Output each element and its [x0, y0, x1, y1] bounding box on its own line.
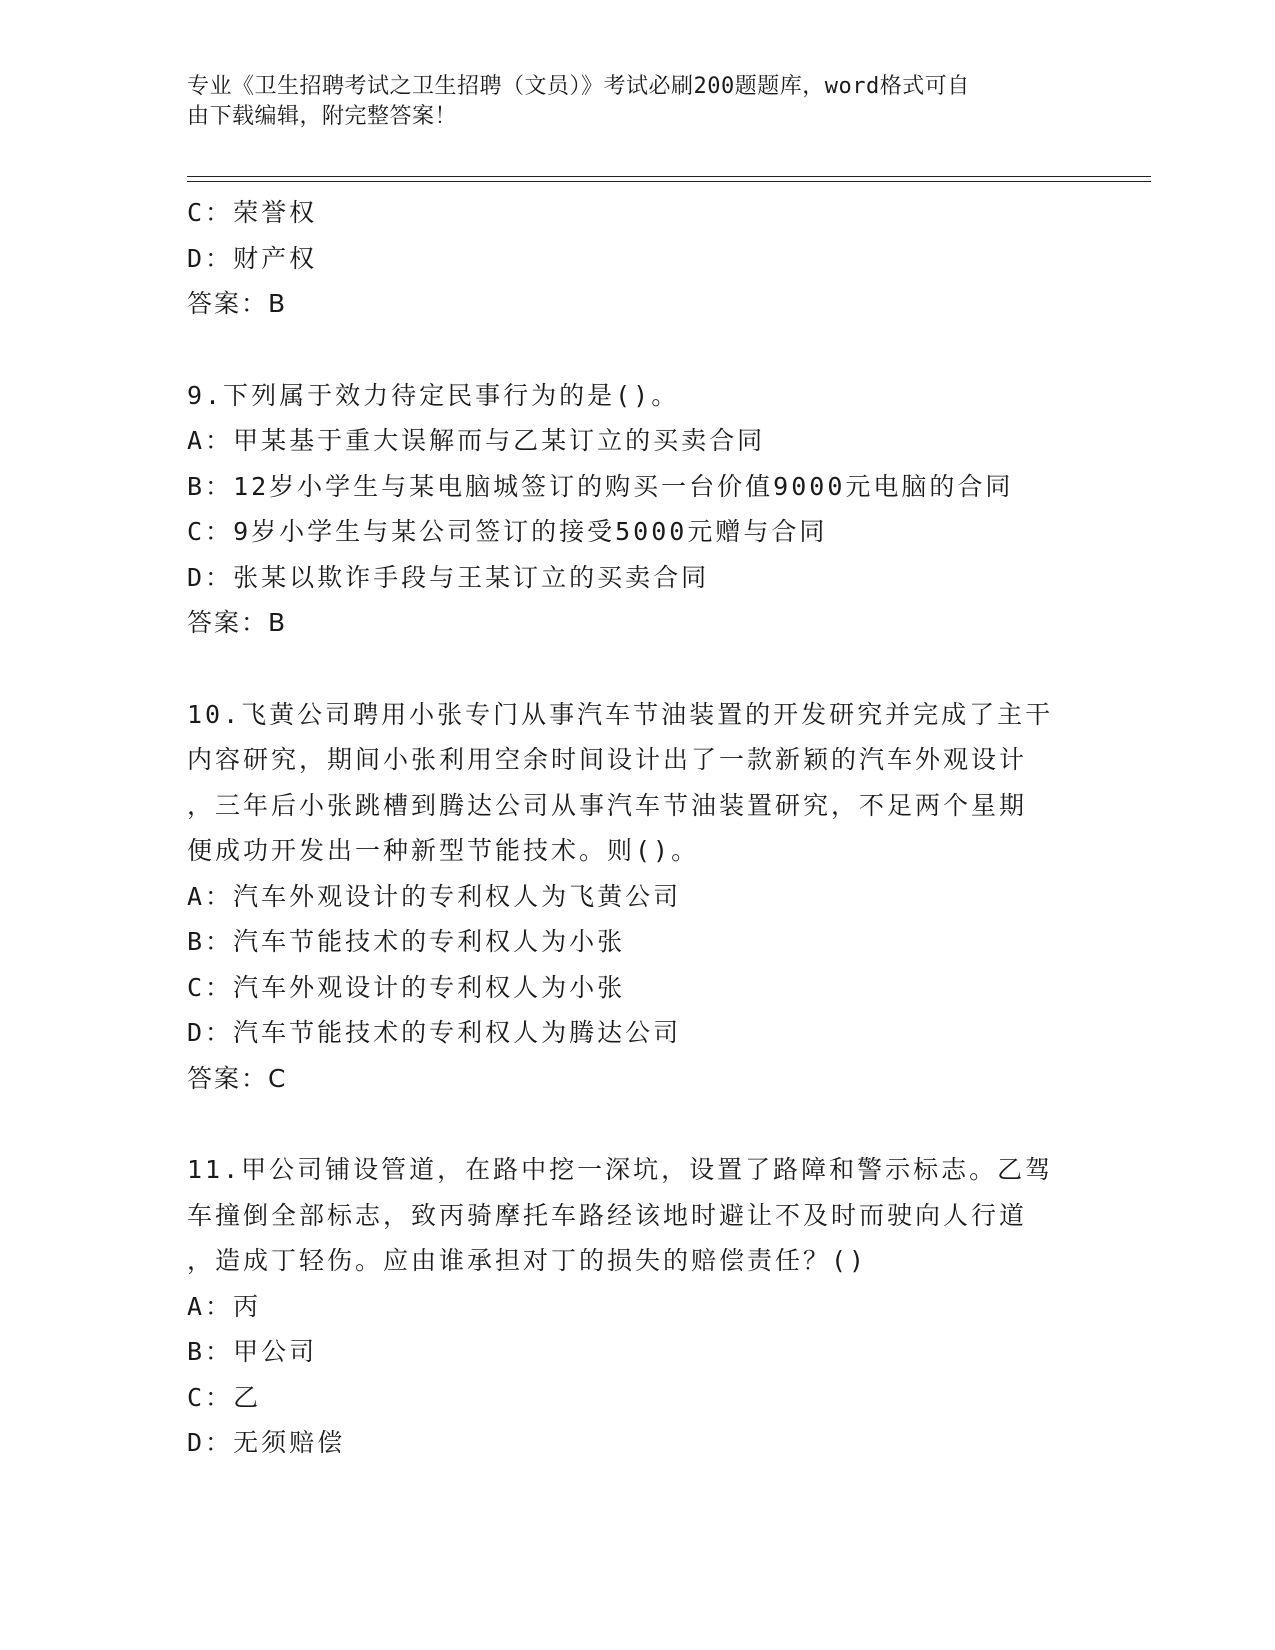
header-divider-top [187, 176, 1151, 177]
option-text: 甲公司 [233, 1337, 318, 1366]
option-text: 丙 [233, 1291, 262, 1321]
option-text: 汽车外观设计的专利权人为飞黄公司 [233, 881, 682, 911]
option-d [187, 555, 1087, 601]
document-header [187, 72, 1067, 132]
question-stem-line: ，三年后小张跳槽到腾达公司从事汽车节油装置研究，不足两个星期 [187, 790, 1028, 820]
header-title-line-2: 由下载编辑，附完整答案！ [187, 104, 458, 129]
option-label: A： [187, 426, 234, 455]
option-b [187, 464, 1087, 510]
spacer [187, 646, 1087, 692]
option-d [187, 1420, 1087, 1466]
question-stem-line: 10.飞黄公司聘用小张专门从事汽车节油装置的开发研究并完成了主干 [187, 699, 1054, 729]
question-stem-line: ，造成丁轻伤。应由谁承担对丁的损失的赔偿责任？() [187, 1246, 868, 1275]
question-block-10 [187, 692, 1087, 1102]
option-label: C： [187, 517, 234, 546]
option-text: 12岁小学生与某电脑城签订的购买一台价值9000元电脑的合同 [233, 471, 1014, 501]
spacer [187, 327, 1087, 373]
option-text: 汽车节能技术的专利权人为小张 [233, 927, 626, 956]
header-title-line-1: 专业《卫生招聘考试之卫生招聘（文员）》考试必刷200题题库，word格式可自 [187, 74, 970, 99]
question-block-11 [187, 1147, 1087, 1466]
option-b [187, 1329, 1087, 1375]
option-c [187, 1375, 1087, 1421]
question-list [187, 190, 1087, 1466]
option-label: B： [187, 927, 234, 956]
option-label: D： [187, 243, 234, 273]
option-a [187, 1284, 1087, 1330]
option-d [187, 236, 1087, 282]
answer-line: 答案：C [187, 1063, 288, 1093]
option-d [187, 1010, 1087, 1056]
option-text: 汽车节能技术的专利权人为腾达公司 [233, 1018, 682, 1047]
option-a [187, 418, 1087, 464]
option-c [187, 509, 1087, 555]
option-label: D： [187, 562, 234, 592]
option-text: 财产权 [233, 243, 318, 273]
option-label: D： [187, 1428, 234, 1457]
option-c [187, 965, 1087, 1011]
option-label: C： [187, 1382, 234, 1412]
option-a [187, 874, 1087, 920]
option-label: A： [187, 881, 234, 911]
option-label: A： [187, 1291, 234, 1321]
header-divider-bottom [187, 181, 1151, 182]
answer-line: 答案：B [187, 608, 288, 637]
option-text: 9岁小学生与某公司签订的接受5000元赠与合同 [233, 517, 828, 546]
option-label: D： [187, 1018, 234, 1047]
option-label: C： [187, 972, 234, 1002]
spacer [187, 1101, 1087, 1147]
question-block-9 [187, 373, 1087, 646]
option-text: 甲某基于重大误解而与乙某订立的买卖合同 [233, 426, 766, 455]
question-stem-line: 车撞倒全部标志，致丙骑摩托车路经该地时避让不及时而驶向人行道 [187, 1200, 1028, 1230]
question-stem-line: 内容研究，期间小张利用空余时间设计出了一款新颖的汽车外观设计 [187, 745, 1028, 774]
option-text: 乙 [233, 1382, 262, 1412]
option-c [187, 190, 1087, 236]
option-b [187, 919, 1087, 965]
option-text: 汽车外观设计的专利权人为小张 [233, 972, 626, 1002]
option-text: 无须赔偿 [233, 1428, 346, 1457]
option-label: B： [187, 1337, 234, 1366]
question-stem-line: 11.甲公司铺设管道，在路中挖一深坑，设置了路障和警示标志。乙驾 [187, 1155, 1054, 1184]
question-stem: 9.下列属于效力待定民事行为的是()。 [187, 380, 680, 410]
option-text: 荣誉权 [233, 198, 318, 227]
option-label: B： [187, 471, 234, 501]
option-text: 张某以欺诈手段与王某订立的买卖合同 [233, 562, 710, 592]
question-block-8 [187, 190, 1087, 327]
option-label: C： [187, 198, 234, 227]
question-stem-line: 便成功开发出一种新型节能技术。则()。 [187, 836, 700, 865]
answer-line: 答案：B [187, 289, 288, 318]
